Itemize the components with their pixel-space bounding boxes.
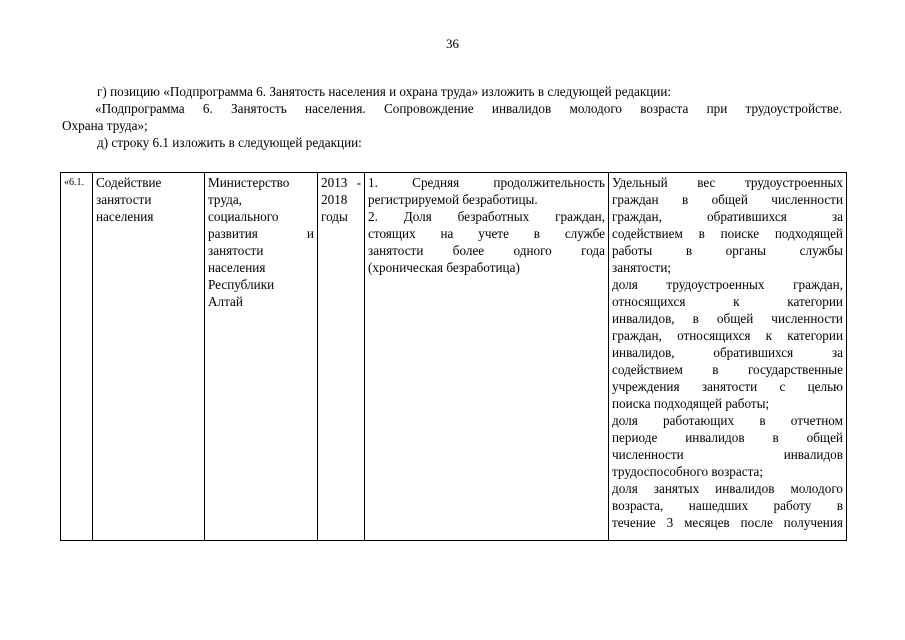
cell-indicators (365, 173, 609, 541)
name-line: населения (96, 209, 154, 224)
cell-row-number (61, 173, 93, 541)
target_indicators-line: инвалидов, обратившихся за (612, 345, 843, 360)
indicators-line: (хроническая безработица) (368, 260, 520, 275)
target_indicators-line: доля занятых инвалидов молодого (612, 481, 843, 496)
indicators-line: регистрируемой безработицы. (368, 192, 538, 207)
target_indicators-line: численности инвалидов (612, 447, 843, 462)
target_indicators-line: Удельный вес трудоустроенных (612, 175, 843, 190)
paragraph-row-edit: д) строку 6.1 изложить в следующей редакции: (97, 135, 362, 150)
target_indicators-line: поиска подходящей работы; (612, 396, 770, 411)
indicators-line: 2. Доля безработных граждан, (368, 209, 605, 224)
page-number: 36 (446, 36, 459, 51)
indicators-line: занятости более одного года (368, 243, 605, 258)
executor-line: Алтай (208, 294, 243, 309)
row-number: «6.1. (64, 177, 84, 188)
target_indicators-line: периоде инвалидов в общей (612, 430, 843, 445)
executor-line: социального (208, 209, 279, 224)
table-row (61, 173, 847, 541)
executor-line: Республики (208, 277, 275, 292)
executor-line: труда, (208, 192, 242, 207)
period-line: 2013 - (321, 175, 361, 190)
program-table (60, 172, 847, 541)
cell-name (93, 173, 205, 541)
executor-line: занятости (208, 243, 264, 258)
target_indicators-line: учреждения занятости с целью (612, 379, 843, 394)
target_indicators-line: трудоспособного возраста; (612, 464, 764, 479)
target_indicators-line: граждан, относящихся к категории (612, 328, 843, 343)
cell-target-indicators (609, 173, 847, 541)
target_indicators-line: содействием в поиске подходящей (612, 226, 843, 241)
target_indicators-line: инвалидов, в общей численности (612, 311, 843, 326)
name-line: Содействие (96, 175, 162, 190)
indicators-line: 1. Средняя продолжительность (368, 175, 605, 190)
paragraph-subprogram-title: «Подпрограмма 6. Занятость населения. Сопровождение инвалидов молодого возраста при трудоустройстве. (95, 101, 842, 116)
executor-line: населения (208, 260, 266, 275)
executor-line: Министерство (208, 175, 290, 190)
indicators-line: стоящих на учете в службе (368, 226, 605, 241)
paragraph-position-edit: г) позицию «Подпрограмма 6. Занятость населения и охрана труда» изложить в следующей редакции: (97, 84, 672, 99)
target_indicators-line: содействием в государственные (612, 362, 843, 377)
name-line: занятости (96, 192, 152, 207)
target_indicators-line: занятости; (612, 260, 672, 275)
cell-executor (205, 173, 318, 541)
paragraph-subprogram-title-cont: Охрана труда»; (62, 118, 148, 133)
target_indicators-line: работы в органы службы (612, 243, 843, 258)
executor-line: развития и (208, 226, 314, 241)
target_indicators-line: граждан в общей численности (612, 192, 843, 207)
target_indicators-line: граждан, обратившихся за (612, 209, 843, 224)
target_indicators-line: возраста, нашедших работу в (612, 498, 843, 513)
period-line: годы (321, 209, 348, 224)
target_indicators-line: относящихся к категории (612, 294, 843, 309)
target_indicators-line: течение 3 месяцев после получения (612, 515, 843, 530)
cell-period (318, 173, 365, 541)
target_indicators-line: доля работающих в отчетном (612, 413, 843, 428)
period-line: 2018 (321, 192, 348, 207)
target_indicators-line: доля трудоустроенных граждан, (612, 277, 843, 292)
